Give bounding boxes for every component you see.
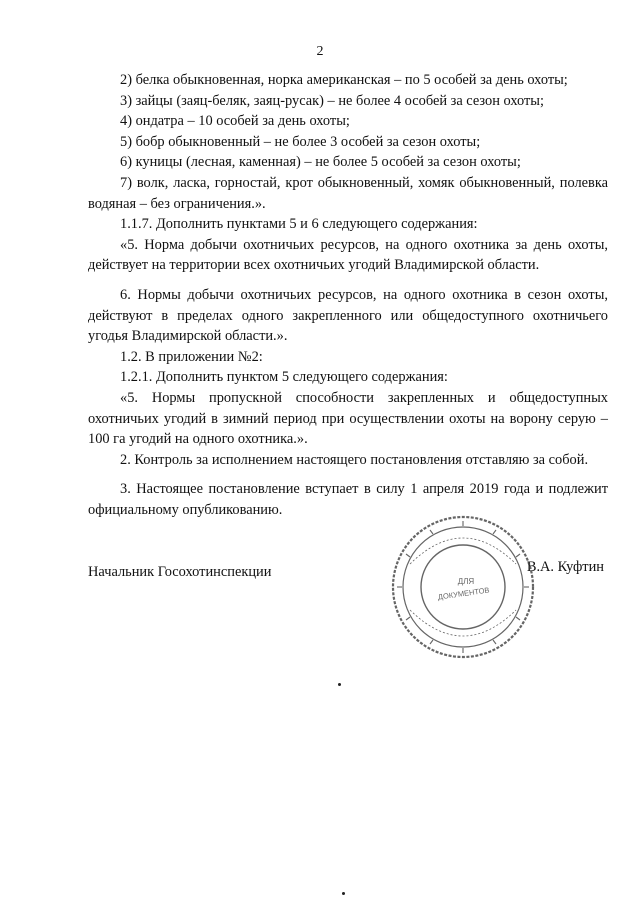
list-item-martens: 6) куницы (лесная, каменная) – не более 5 особей за сезон охоты; [120,154,521,171]
list-item-muskrat: 4) ондатра – 10 особей за день охоты; [120,113,350,130]
clause-2-control: 2. Контроль за исполнением настоящего постановления отставляю за собой. [120,451,589,468]
clause-item-6-season-norm: 6. Нормы добычи охотничьих ресурсов, на одного охотника в сезон охоты, действуют в пределах одного закрепленного или общедоступного охотничьего угодья Владимирской области.». [88,286,608,345]
stamp-inner-ring [421,545,505,629]
signatory-name: В.А. Куфтин [526,559,604,575]
stamp-ring-marks [397,521,529,653]
signatory-title: Начальник Госохотинспекции [88,564,272,580]
list-item-hares: 3) зайцы (заяц-беляк, заяц-русак) – не более 4 особей за сезон охоты; [120,92,544,109]
document-body [88,70,608,520]
scan-speck [338,683,341,686]
list-item-wolf-etc: 7) волк, ласка, горностай, крот обыкновенный, хомяк обыкновенный, полевка водяная – без ограничения.». [88,174,608,212]
stamp-center-top: ДЛЯ [457,577,475,586]
page-number: 2 [316,44,324,59]
clause-item-5-daily-norm: «5. Норма добычи охотничьих ресурсов, на одного охотника за день охоты, действует на территории всех охотничьих угодий Владимирской области. [88,236,608,274]
stamp-lower-text-arc [410,610,516,636]
clause-1-2: 1.2. В приложении №2: [120,348,263,365]
list-item-beaver: 5) бобр обыкновенный – не более 3 особей за сезон охоты; [120,133,481,150]
clause-1-2-1: 1.2.1. Дополнить пунктом 5 следующего содержания: [120,369,448,386]
clause-1-1-7: 1.1.7. Дополнить пунктами 5 и 6 следующего содержания: [120,216,478,233]
scan-speck [342,892,345,895]
stamp-center-bottom: ДОКУМЕНТОВ [437,585,490,602]
clause-item-5-capacity: «5. Нормы пропускной способности закрепленных и общедоступных охотничьих угодий в зимний период при осуществлении охоты на ворону серую – 100 га угодий на одного охотника.». [88,389,608,448]
clause-3-effective-date: 3. Настоящее постановление вступает в силу 1 апреля 2019 года и подлежит официальному опубликованию. [88,481,608,518]
stamp-upper-text-arc [410,538,516,564]
official-stamp [388,512,538,662]
list-item-squirrel-mink: 2) белка обыкновенная, норка американская – по 5 особей за день охоты; [120,72,568,88]
